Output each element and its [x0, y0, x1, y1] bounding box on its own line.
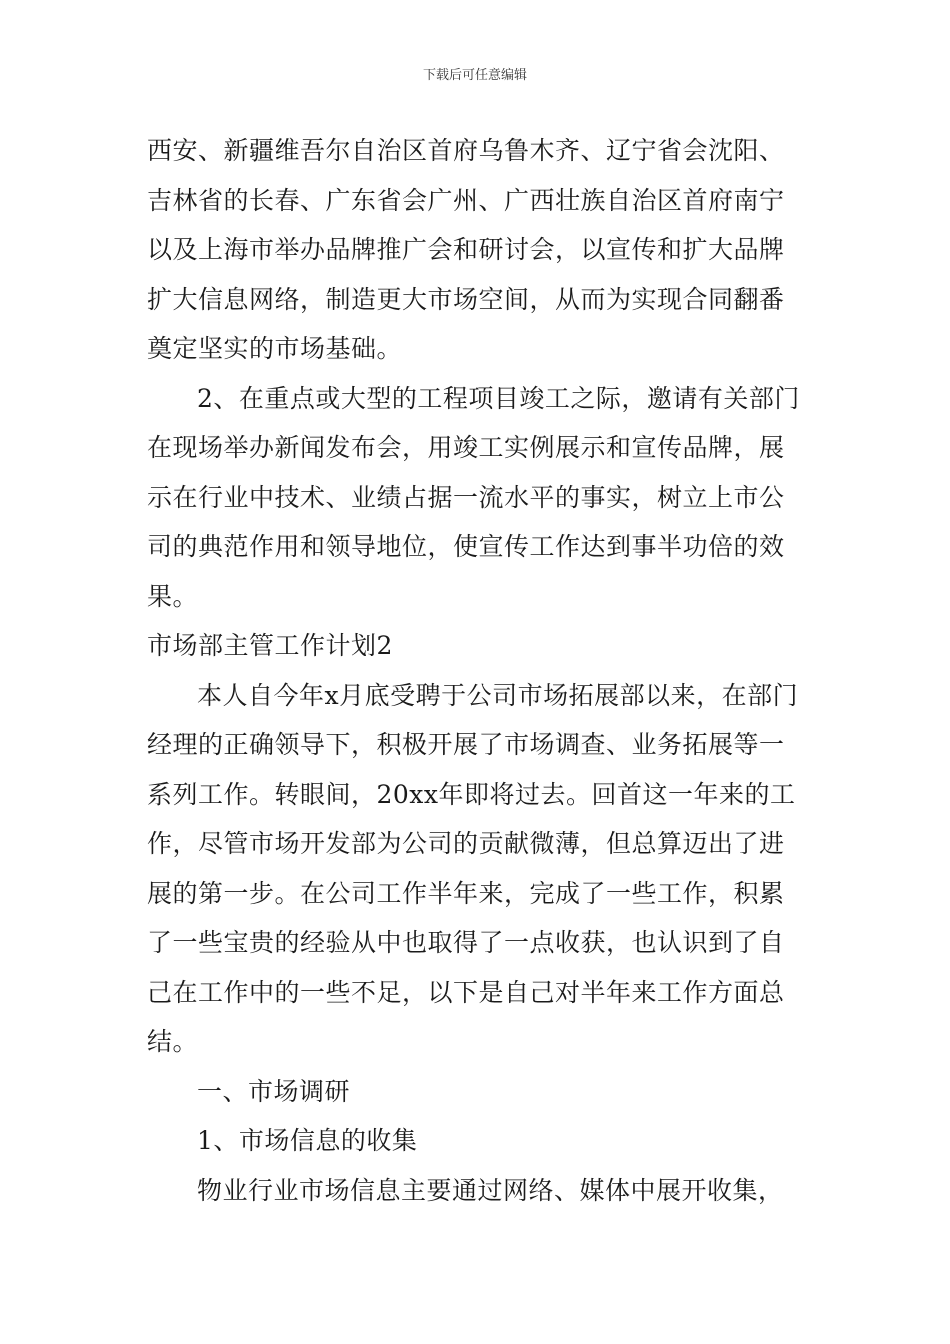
paragraph-start-line: 2、在重点或大型的工程项目竣工之际，邀请有关部门 — [197, 383, 800, 413]
subsection-heading: 一、市场调研 — [197, 1076, 351, 1106]
text-line: 结。 — [147, 1027, 199, 1056]
text-line: 了一些宝贵的经验从中也取得了一点收获，也认识到了自 — [147, 928, 785, 957]
paragraph-start-line: 本人自今年x月底受聘于公司市场拓展部以来，在部门 — [197, 680, 799, 710]
section-title: 市场部主管工作计划2 — [147, 631, 393, 660]
text-line: 以及上海市举办品牌推广会和研讨会，以宣传和扩大品牌 — [147, 235, 785, 264]
text-line: 奠定坚实的市场基础。 — [147, 334, 403, 363]
document-body — [147, 126, 817, 1215]
page-header-note: 下载后可任意编辑 — [422, 68, 527, 83]
text-line: 经理的正确领导下，积极开展了市场调查、业务拓展等一 — [147, 730, 785, 759]
text-line: 司的典范作用和领导地位，使宣传工作达到事半功倍的效 — [147, 532, 785, 561]
subsection-heading: 1、市场信息的收集 — [197, 1126, 418, 1155]
text-line: 扩大信息网络，制造更大市场空间，从而为实现合同翻番 — [147, 284, 785, 314]
text-line: 西安、新疆维吾尔自治区首府乌鲁木齐、辽宁省会沈阳、 — [147, 136, 785, 165]
text-line: 在现场举办新闻发布会，用竣工实例展示和宣传品牌，展 — [147, 433, 785, 462]
text-line: 作，尽管市场开发部为公司的贡献微薄，但总算迈出了进 — [147, 829, 785, 858]
text-line: 吉林省的长春、广东省会广州、广西壮族自治区首府南宁 — [147, 185, 785, 215]
text-line: 己在工作中的一些不足，以下是自己对半年来工作方面总 — [147, 977, 785, 1007]
paragraph-start-line: 物业行业市场信息主要通过网络、媒体中展开收集， — [197, 1175, 784, 1205]
text-line: 展的第一步。在公司工作半年来，完成了一些工作，积累 — [147, 878, 785, 908]
text-line: 系列工作。转眼间，20xx年即将过去。回首这一年来的工 — [147, 779, 796, 809]
text-line: 果。 — [147, 581, 199, 611]
text-line: 示在行业中技术、业绩占据一流水平的事实，树立上市公 — [147, 482, 785, 512]
